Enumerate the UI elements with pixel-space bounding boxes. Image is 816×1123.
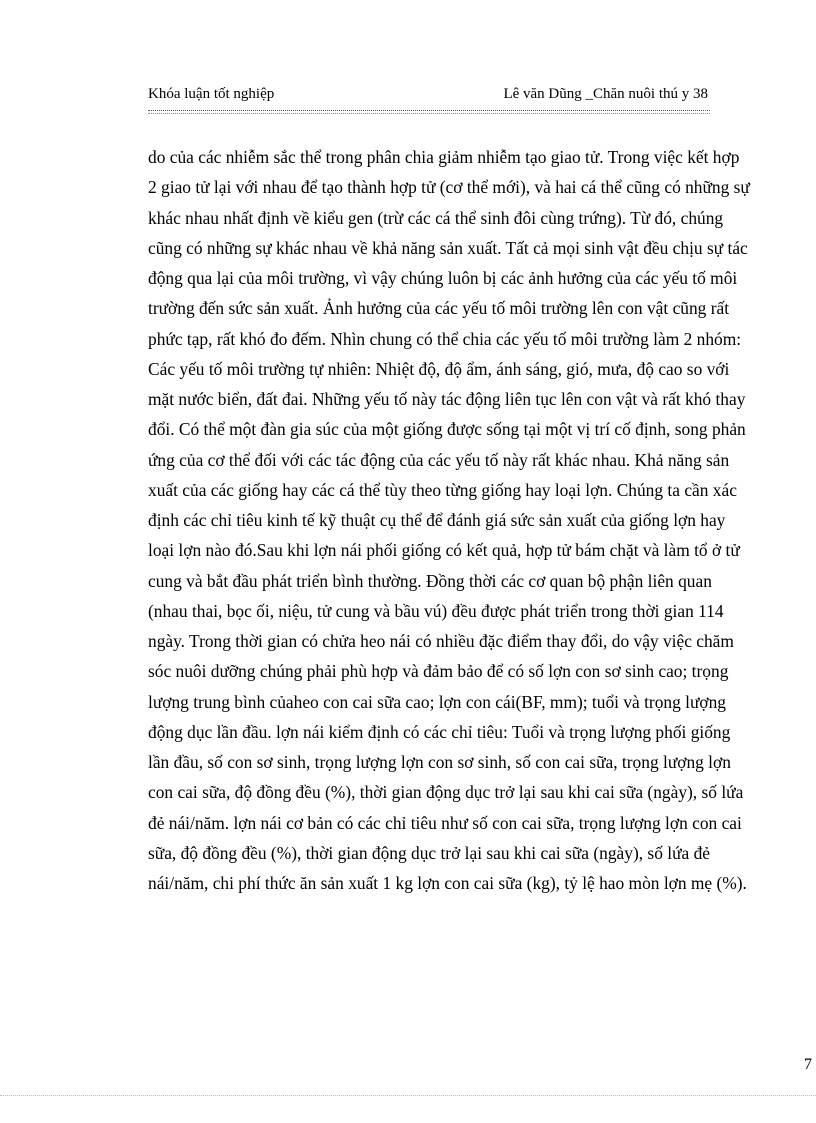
text-line: sữa, độ đồng đều (%), thời gian động dục trở lại sau khi cai sữa (ngày), số lứa đẻ	[148, 842, 710, 863]
text-line: khác nhau nhất định về kiểu gen (trừ các cá thể sinh đôi cùng trứng). Từ đó, chúng	[148, 207, 724, 228]
text-line: đẻ nái/năm. lợn nái cơ bản có các chỉ tiêu như số con cai sữa, trọng lượng lợn con cai	[148, 812, 742, 833]
text-line: ngày. Trong thời gian có chửa heo nái có nhiều đặc điểm thay đổi, do vậy việc chăm	[148, 631, 734, 651]
page-number: 7	[804, 1056, 812, 1073]
text-line: lần đầu, số con sơ sinh, trọng lượng lợn con sơ sinh, số con cai sữa, trọng lượng lợn	[148, 752, 731, 772]
text-line: đổi. Có thể một đàn gia súc của một giống được sống tại một vị trí cố định, song phản	[148, 419, 746, 440]
page-header	[148, 86, 708, 110]
text-line: Các yếu tố môi trường tự nhiên: Nhiệt độ, độ ẩm, ánh sáng, gió, mưa, độ cao so với	[148, 358, 730, 379]
text-line: sóc nuôi dưỡng chúng phải phù hợp và đảm bảo để có số lợn con sơ sinh cao; trọng	[148, 661, 729, 682]
header-author-info: Lê văn Dũng _Chăn nuôi thú y 38	[503, 86, 708, 102]
text-line: mặt nước biển, đất đai. Những yếu tố này tác động liên tục lên con vật và rất khó thay	[148, 389, 746, 409]
header-divider	[148, 110, 710, 111]
text-line: loại lợn nào đó.Sau khi lợn nái phối giống có kết quả, hợp tử bám chặt và làm tổ ở tử	[148, 540, 740, 561]
text-line: con cai sữa, độ đồng đều (%), thời gian động dục trở lại sau khi cai sữa (ngày), số lứa	[148, 782, 744, 803]
text-line: xuất của các giống hay các cá thể tùy theo từng giống hay loại lợn. Chúng ta cần xác	[148, 479, 737, 500]
text-line: lượng trung bình củaheo con cai sữa cao; lợn con cái(BF, mm); tuổi và trọng lượng	[148, 691, 726, 712]
header-thesis-title: Khóa luận tốt nghiệp	[148, 86, 275, 102]
text-line: động qua lại của môi trường, vì vậy chúng luôn bị các ảnh hưởng của các yếu tố môi	[148, 268, 738, 288]
text-line: do của các nhiễm sắc thể trong phân chia giảm nhiễm tạo giao tử. Trong việc kết hợp	[148, 147, 740, 167]
text-line: trường đến sức sản xuất. Ảnh hưởng của các yếu tố môi trường lên con vật cũng rất	[148, 298, 730, 319]
header-divider-secondary	[148, 113, 710, 114]
text-line: định các chỉ tiêu kinh tế kỹ thuật cụ thể để đánh giá sức sản xuất của giống lợn hay	[148, 510, 726, 530]
text-line: cung và bắt đầu phát triển bình thường. Đồng thời các cơ quan bộ phận liên quan	[148, 570, 712, 591]
text-line: cũng có những sự khác nhau về khả năng sản xuất. Tất cả mọi sinh vật đều chịu sự tác	[148, 237, 748, 258]
text-line: (nhau thai, bọc ối, niệu, tử cung và bầu vú) đều được phát triển trong thời gian 114	[148, 600, 724, 621]
text-line: ứng của cơ thể đối với các tác động của các yếu tố này rất khác nhau. Khả năng sản	[148, 449, 730, 470]
text-line: động dục lần đầu. lợn nái kiểm định có các chỉ tiêu: Tuổi và trọng lượng phối giống	[148, 721, 731, 742]
text-line: phức tạp, rất khó đo đếm. Nhìn chung có thể chia các yếu tố môi trường làm 2 nhóm:	[148, 328, 742, 349]
text-line: 2 giao tử lại với nhau để tạo thành hợp tử (cơ thể mới), và hai cá thể cũng có những sự	[148, 177, 750, 198]
text-line: nái/năm, chi phí thức ăn sản xuất 1 kg lợn con cai sữa (kg), tỷ lệ hao mòn lợn mẹ (%).	[148, 873, 747, 893]
footer-divider	[0, 1095, 816, 1096]
body-paragraph	[148, 142, 816, 898]
